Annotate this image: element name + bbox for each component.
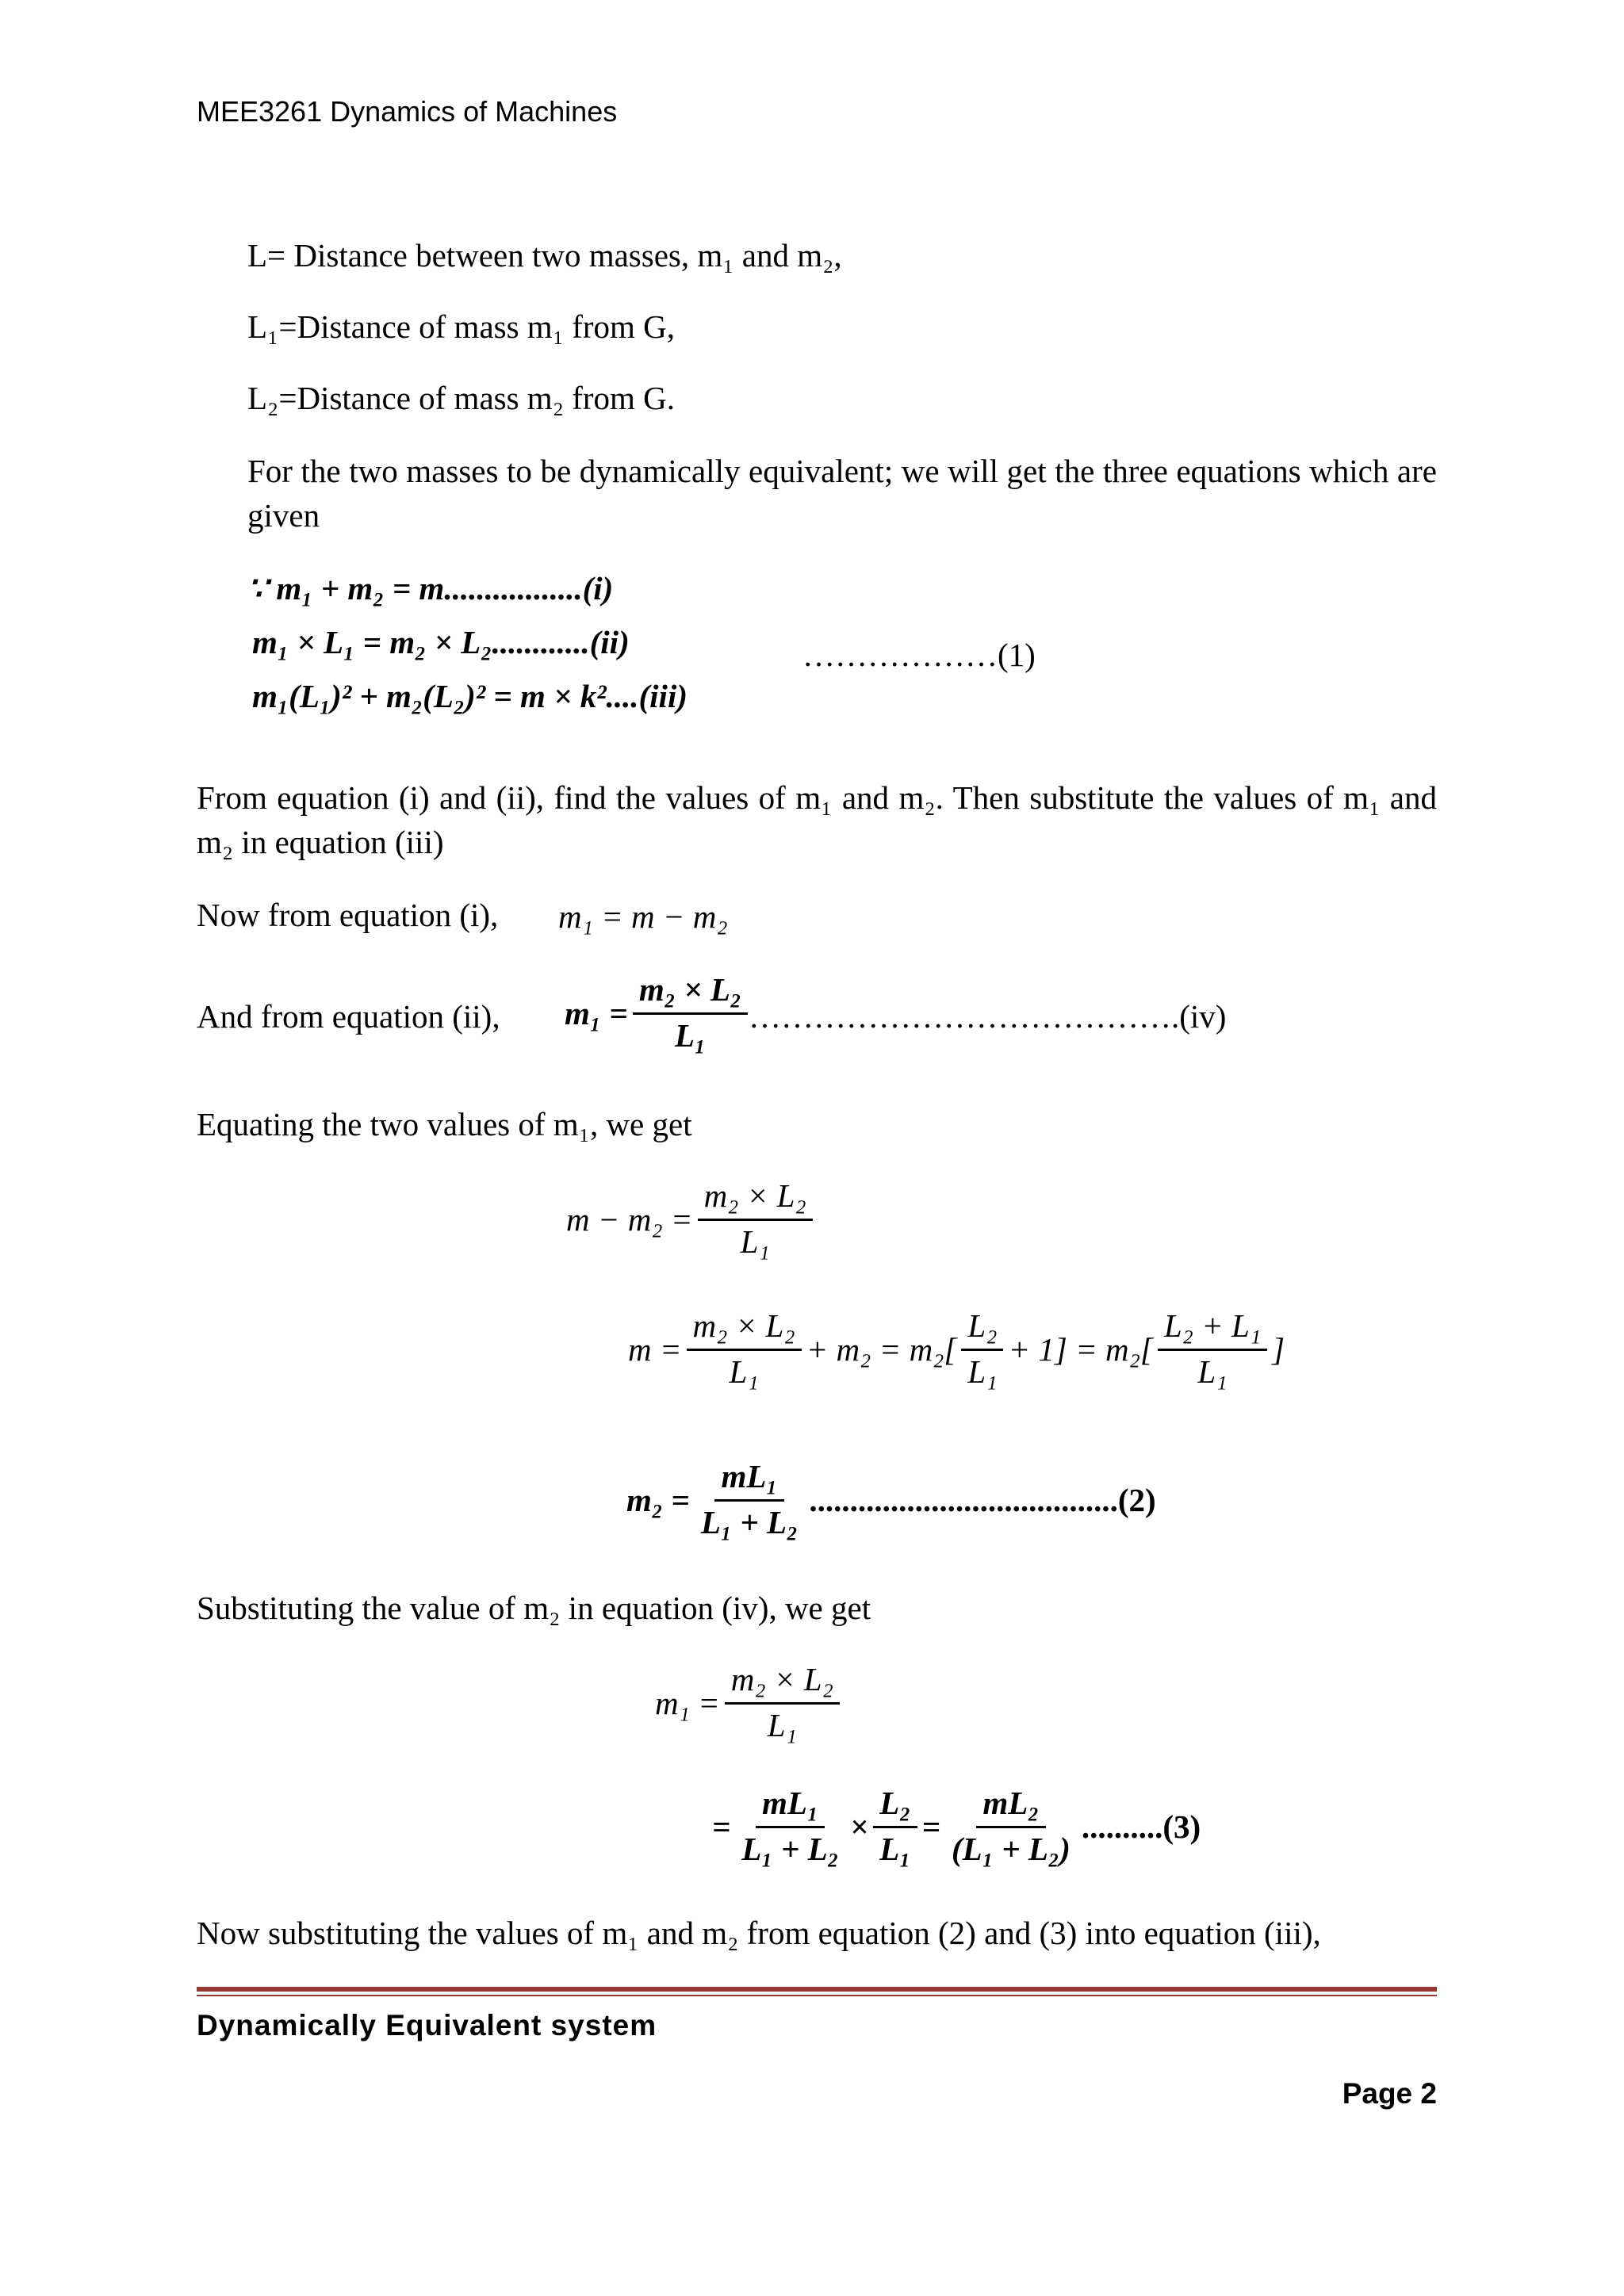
equation-2 bbox=[626, 1459, 1156, 1540]
equation-c bbox=[655, 1662, 845, 1743]
fraction-numerator: m₂ × L₂ bbox=[725, 1662, 840, 1705]
page-header: MEE3261 Dynamics of Machines bbox=[197, 95, 618, 128]
equation-i: ∵ m₁ + m₂ = m.................(i) bbox=[247, 570, 614, 607]
final-paragraph: Now substituting the values of m₁ and m₂ from equation (2) and (3) into equation (iii), bbox=[197, 1915, 1321, 1951]
from-eq-ii-fraction bbox=[633, 972, 748, 1054]
equation-b-end: ] bbox=[1272, 1330, 1285, 1368]
equation-b-fraction-1 bbox=[687, 1308, 802, 1390]
equation-3-fraction-2 bbox=[873, 1785, 917, 1867]
fraction-denominator: L₁ bbox=[1197, 1353, 1228, 1391]
footer-rule-thick bbox=[197, 1987, 1437, 1992]
fraction-numerator: L₂ + L₁ bbox=[1158, 1308, 1267, 1351]
fraction-denominator: L₁ bbox=[729, 1353, 759, 1391]
equation-a bbox=[566, 1178, 818, 1260]
equation-c-fraction bbox=[725, 1662, 840, 1743]
fraction-numerator: m₂ × L₂ bbox=[698, 1178, 813, 1221]
fraction-numerator: mL₂ bbox=[976, 1785, 1045, 1828]
fraction-numerator: L₂ bbox=[961, 1308, 1003, 1351]
fraction-numerator: L₂ bbox=[873, 1785, 917, 1828]
from-eq-i-text: Now from equation (i), bbox=[197, 897, 499, 933]
equation-2-lhs: m₂ = bbox=[626, 1481, 690, 1518]
page-number: Page 2 bbox=[1342, 2077, 1437, 2110]
footer-rule-thin bbox=[197, 1995, 1437, 1996]
footer-section-title: Dynamically Equivalent system bbox=[197, 2009, 657, 2042]
equation-a-fraction bbox=[698, 1178, 813, 1260]
fraction-numerator: mL₁ bbox=[714, 1459, 783, 1502]
equating-text: Equating the two values of m₁, we get bbox=[197, 1106, 692, 1142]
fraction-numerator: mL₁ bbox=[756, 1785, 825, 1828]
fraction-numerator: m₂ × L₂ bbox=[687, 1308, 802, 1351]
equation-2-fraction bbox=[695, 1459, 805, 1540]
equation-3-equals: = bbox=[712, 1808, 731, 1845]
from-eq-ii-lhs: m₁ = bbox=[565, 994, 628, 1031]
from-eq-ii-expression bbox=[565, 972, 753, 1054]
find-values-paragraph: From equation (i) and (ii), find the values of m₁ and m₂. Then substitute the values of m₁ and m₂ in equation (iii) bbox=[197, 779, 1437, 860]
fraction-denominator: (L₁ + L₂) bbox=[952, 1831, 1071, 1868]
equation-b-fraction-2 bbox=[961, 1308, 1003, 1390]
equation-a-lhs: m − m₂ = bbox=[566, 1200, 693, 1238]
fraction-denominator: L₁ bbox=[740, 1223, 770, 1261]
equation-3-fraction-3 bbox=[945, 1785, 1077, 1867]
equation-ii: m₁ × L₁ = m₂ × L₂............(ii) bbox=[252, 624, 630, 660]
equation-iii: m₁(L₁)² + m₂(L₂)² = m × k²....(iii) bbox=[252, 678, 688, 714]
equation-3 bbox=[712, 1785, 1201, 1867]
substituting-text: Substituting the value of m₂ in equation (iv), we get bbox=[197, 1590, 871, 1626]
from-eq-ii-text: And from equation (ii), bbox=[197, 998, 500, 1035]
equation-c-lhs: m₁ = bbox=[655, 1684, 720, 1721]
definition-L: L= Distance between two masses, m₁ and m₂, bbox=[247, 237, 842, 274]
equation-label-3: ..........(3) bbox=[1081, 1808, 1201, 1845]
fraction-numerator: m₂ × L₂ bbox=[633, 972, 748, 1015]
equation-3-times: × bbox=[849, 1808, 869, 1845]
equation-3-fraction-1 bbox=[735, 1785, 845, 1867]
equation-b-mid-2: + 1] = m₂[ bbox=[1008, 1330, 1153, 1368]
equation-label-1: ………………(1) bbox=[802, 637, 1036, 673]
intro-paragraph: For the two masses to be dynamically equivalent; we will get the three equations which are given bbox=[247, 453, 1437, 534]
fraction-denominator: L₁ bbox=[767, 1707, 797, 1744]
equation-b bbox=[628, 1308, 1285, 1390]
equation-b-lhs: m = bbox=[628, 1330, 682, 1368]
fraction-denominator: L₁ + L₂ bbox=[741, 1831, 839, 1868]
fraction-denominator: L₁ + L₂ bbox=[700, 1504, 799, 1541]
equation-3-equals-2: = bbox=[921, 1808, 941, 1845]
equation-label-2: ......................................(2) bbox=[809, 1481, 1156, 1518]
from-eq-i-expression: m₁ = m − m₂ bbox=[558, 898, 728, 935]
fraction-denominator: L₁ bbox=[967, 1353, 998, 1391]
equation-b-mid-1: + m₂ = m₂[ bbox=[806, 1330, 957, 1368]
equation-label-iv: ………………………………….(iv) bbox=[749, 998, 1227, 1035]
definition-L1: L₁=Distance of mass m₁ from G, bbox=[247, 308, 676, 345]
equation-b-fraction-3 bbox=[1158, 1308, 1267, 1390]
fraction-denominator: L₁ bbox=[674, 1017, 707, 1054]
definition-L2: L₂=Distance of mass m₂ from G. bbox=[247, 380, 676, 416]
fraction-denominator: L₁ bbox=[879, 1831, 911, 1868]
